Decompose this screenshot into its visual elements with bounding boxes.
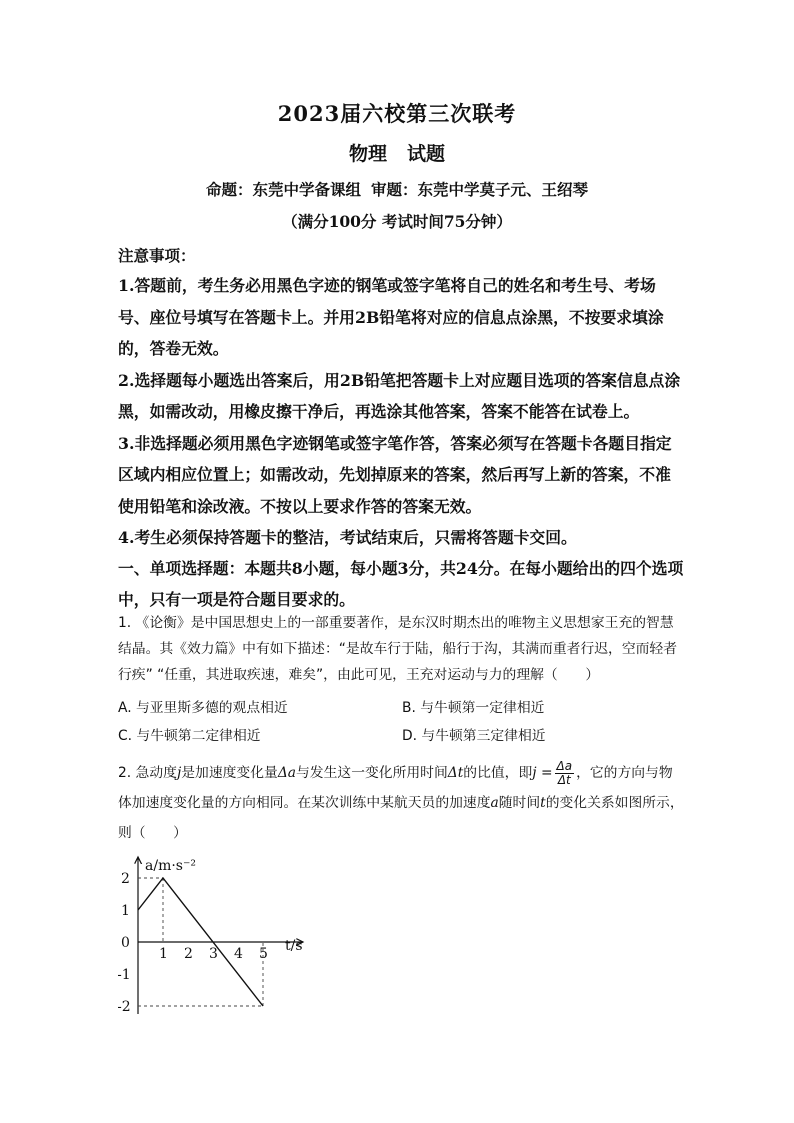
option-a: A. 与亚里斯多德的观点相近 xyxy=(118,700,288,716)
option-c: C. 与牛顿第二定律相近 xyxy=(118,728,261,744)
x-tick-label: 1 xyxy=(159,946,168,962)
question-2-stem xyxy=(118,758,686,848)
option-b: B. 与牛顿第一定律相近 xyxy=(402,700,545,716)
fraction-denominator: Δt xyxy=(557,772,571,787)
notes-heading: 注意事项： xyxy=(118,246,196,265)
y-tick-label: -1 xyxy=(118,967,131,983)
note-item: 2.选择题每小题选出答案后，用2B铅笔把答题卡上对应题目选项的答案信息点涂黑，如需改动，用橡皮擦干净后，再选涂其他答案，答案不能答在试卷上。 xyxy=(118,370,681,421)
x-tick-label: 3 xyxy=(209,946,218,962)
note-item: 3.非选择题必须用黑色字迹钢笔或签字笔作答，答案必须写在答题卡各题目指定区域内相应位置上；如需改动，先划掉原来的答案，然后再写上新的答案，不准使用铅笔和涂改液。不按以上要求作答的答案无效。 xyxy=(118,433,672,516)
equation-lhs: j = xyxy=(532,765,553,781)
paper-label: 试题 xyxy=(407,143,446,165)
x-tick-label: 2 xyxy=(184,946,193,962)
y-tick-label: 1 xyxy=(121,903,130,919)
q2-text: ，它的方向与物体加速度变化量的方向相同。在某次训练中某航天员的加速度 xyxy=(118,765,673,811)
y-tick-label: -2 xyxy=(118,999,131,1015)
jerk-fraction xyxy=(555,760,575,787)
notes-list xyxy=(118,270,686,554)
graph-svg xyxy=(118,852,318,1022)
exam-title: 2023届六校第三次联考 xyxy=(277,101,517,126)
section-heading: 一、单项选择题：本题共8小题，每小题3分，共24分。在每小题给出的四个选项中，只有一项是符合题目要求的。 xyxy=(118,559,684,609)
acceleration-time-graph xyxy=(118,852,318,1026)
q2-text: 随时间 xyxy=(498,795,541,811)
y-tick-label: 2 xyxy=(121,871,130,887)
reviewer-info: 审题：东莞中学莫子元、王绍琴 xyxy=(371,180,589,199)
var-a: a xyxy=(490,795,499,811)
author-line xyxy=(0,178,794,200)
subject-name: 物理 xyxy=(348,143,387,165)
q2-text: 2. 急动度 xyxy=(118,765,177,781)
question-1-stem: 1. 《论衡》是中国思想史上的一部重要著作，是东汉时期杰出的唯物主义思想家王充的智慧结晶。其《效力篇》中有如下描述：“是故车行于陆，船行于沟，其满而重者行迟，空而轻者行疾” “任重，其进取疾速，难矣”，由此可见，王充对运动与力的理解（ ） xyxy=(118,615,678,683)
option-d: D. 与牛顿第三定律相近 xyxy=(402,728,546,744)
delta-a: Δa xyxy=(277,765,297,781)
x-tick-label: 4 xyxy=(234,946,243,962)
subject-line xyxy=(0,139,794,166)
note-item: 1.答题前，考生务必用黑色字迹的钢笔或签字笔将自己的姓名和考生号、考场号、座位号填写在答题卡上。并用2B铅笔将对应的信息点涂黑，不按要求填涂的，答卷无效。 xyxy=(118,276,664,358)
setter-info: 命题：东莞中学备课组 xyxy=(205,180,361,199)
q2-text: 是加速度变化量 xyxy=(181,765,278,781)
delta-t: Δt xyxy=(447,765,464,781)
question-1-options xyxy=(118,694,686,750)
y-axis-label: a/m·s⁻² xyxy=(145,858,196,874)
q2-text: 与发生这一变化所用时间 xyxy=(296,765,448,781)
exam-info: （满分100分 考试时间75分钟） xyxy=(282,212,512,231)
x-tick-label: 5 xyxy=(259,946,268,962)
var-t: t xyxy=(540,795,546,811)
var-j: j xyxy=(176,765,182,781)
y-tick-label: 0 xyxy=(121,935,130,951)
q2-text: 的比值，即 xyxy=(463,765,533,781)
note-item: 4.考生必须保持答题卡的整洁，考试结束后，只需将答题卡交回。 xyxy=(118,528,577,547)
q2-text: 的变化关系如图所示，则（ ） xyxy=(118,795,684,841)
x-axis-label: t/s xyxy=(285,938,303,954)
fraction-numerator: Δa xyxy=(556,758,573,773)
